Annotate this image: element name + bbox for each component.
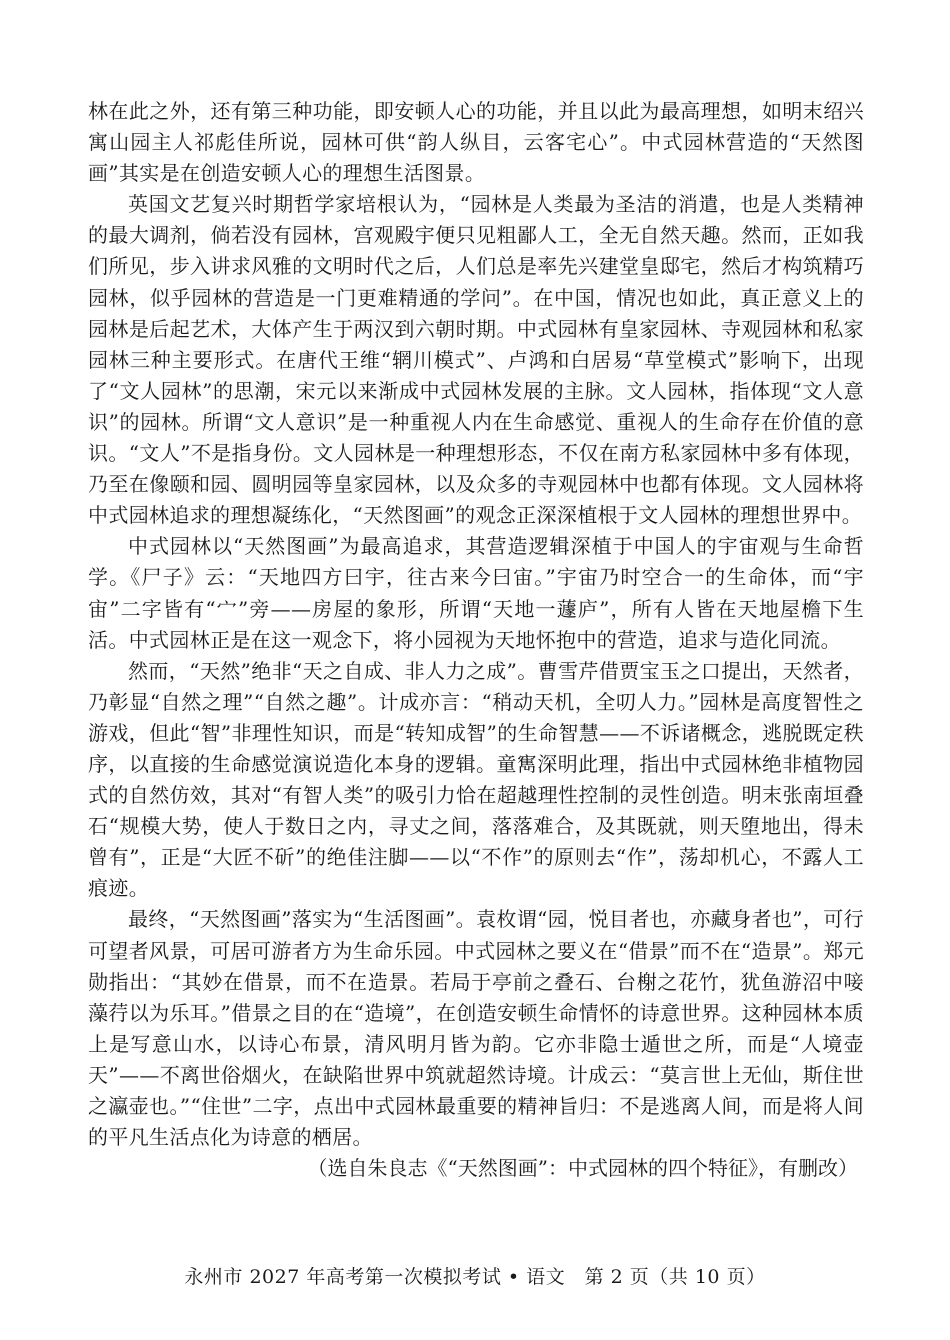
page-body — [88, 96, 864, 1184]
source-citation: （选自朱良志《“天然图画”：中式园林的四个特征》，有删改） — [307, 1156, 858, 1181]
paragraph-5: 最终，“天然图画”落实为“生活图画”。袁枚谓“园，悦目者也，亦藏身者也”，可行可望者风景，可居可游者方为生命乐园。中式园林之要义在“借景”而不在“造景”。郑元勋指出：“其妙在借景，而不在造景。若局于亭前之叠石、台榭之花竹，犹鱼游沼中唼藻荇以为乐耳。”借景之目的在“造境”，在创造安顿生命情怀的诗意世界。这种园林本质上是写意山水，以诗心布景，清风明月皆为韵。它亦非隐士遁世之所，而是“人境壶天”——不离世俗烟火，在缺陷世界中筑就超然诗境。计成云：“莫言世上无仙，斯住世之瀛壶也。”“住世”二字，点出中式园林最重要的精神旨归：不是逃离人间，而是将人间的平凡生活点化为诗意的栖居。 — [88, 907, 864, 1150]
paragraph-1: 林在此之外，还有第三种功能，即安顿人心的功能，并且以此为最高理想，如明末绍兴寓山园主人祁彪佳所说，园林可供“韵人纵目，云客宅心”。中式园林营造的“天然图画”其实是在创造安顿人心的理想生活图景。 — [88, 99, 864, 186]
paragraph-4: 然而，“天然”绝非“天之自成、非人力之成”。曹雪芹借贾宝玉之口提出，天然者，乃彰显“自然之理”“自然之趣”。计成亦言：“稍动天机，全叨人力。”园林是高度智性之游戏，但此“智”非理性知识，而是“转知成智”的生命智慧——不诉诸概念，逃脱既定秩序，以直接的生命感觉演说造化本身的逻辑。童寯深明此理，指出中式园林绝非植物园式的自然仿效，其对“有智人类”的吸引力恰在超越理性控制的灵性创造。明末张南垣叠石“规模大势，使人于数日之内，寻丈之间，落落难合，及其既就，则天堕地出，得未曾有”，正是“大匠不斫”的绝佳注脚——以“不作”的原则去“作”，荡却机心，不露人工痕迹。 — [88, 658, 864, 901]
paragraph-2: 英国文艺复兴时期哲学家培根认为，“园林是人类最为圣洁的消遣，也是人类精神的最大调剂，倘若没有园林，宫观殿宇便只见粗鄙人工，全无自然天趣。然而，正如我们所见，步入讲求风雅的文明时代之后，人们总是率先兴建堂皇邸宅，然后才构筑精巧园林，似乎园林的营造是一门更难精通的学问”。在中国，情况也如此，真正意义上的园林是后起艺术，大体产生于两汉到六朝时期。中式园林有皇家园林、寺观园林和私家园林三种主要形式。在唐代王维“辋川模式”、卢鸿和白居易“草堂模式”影响下，出现了“文人园林”的思潮，宋元以来渐成中式园林发展的主脉。文人园林，指体现“文人意识”的园林。所谓“文人意识”是一种重视人内在生命感觉、重视人的生命存在价值的意识。“文人”不是指身份。文人园林是一种理想形态，不仅在南方私家园林中多有体现，乃至在像颐和园、圆明园等皇家园林，以及众多的寺观园林中也都有体现。文人园林将中式园林追求的理想凝练化，“天然图画”的观念正深深植根于文人园林的理想世界中。 — [88, 192, 864, 528]
paragraph-3: 中式园林以“天然图画”为最高追求，其营造逻辑深植于中国人的宇宙观与生命哲学。《尸子》云：“天地四方曰宇，往古来今曰宙。”宇宙乃时空合一的生命体，而“宇宙”二字皆有“宀”旁——房屋的象形，所谓“天地一蘧庐”，所有人皆在天地屋檐下生活。中式园林正是在这一观念下，将小园视为天地怀抱中的营造，追求与造化同流。 — [88, 534, 864, 652]
page-footer: 永州市 2027 年高考第一次模拟考试 • 语文 第 2 页（共 10 页） — [184, 1266, 766, 1288]
